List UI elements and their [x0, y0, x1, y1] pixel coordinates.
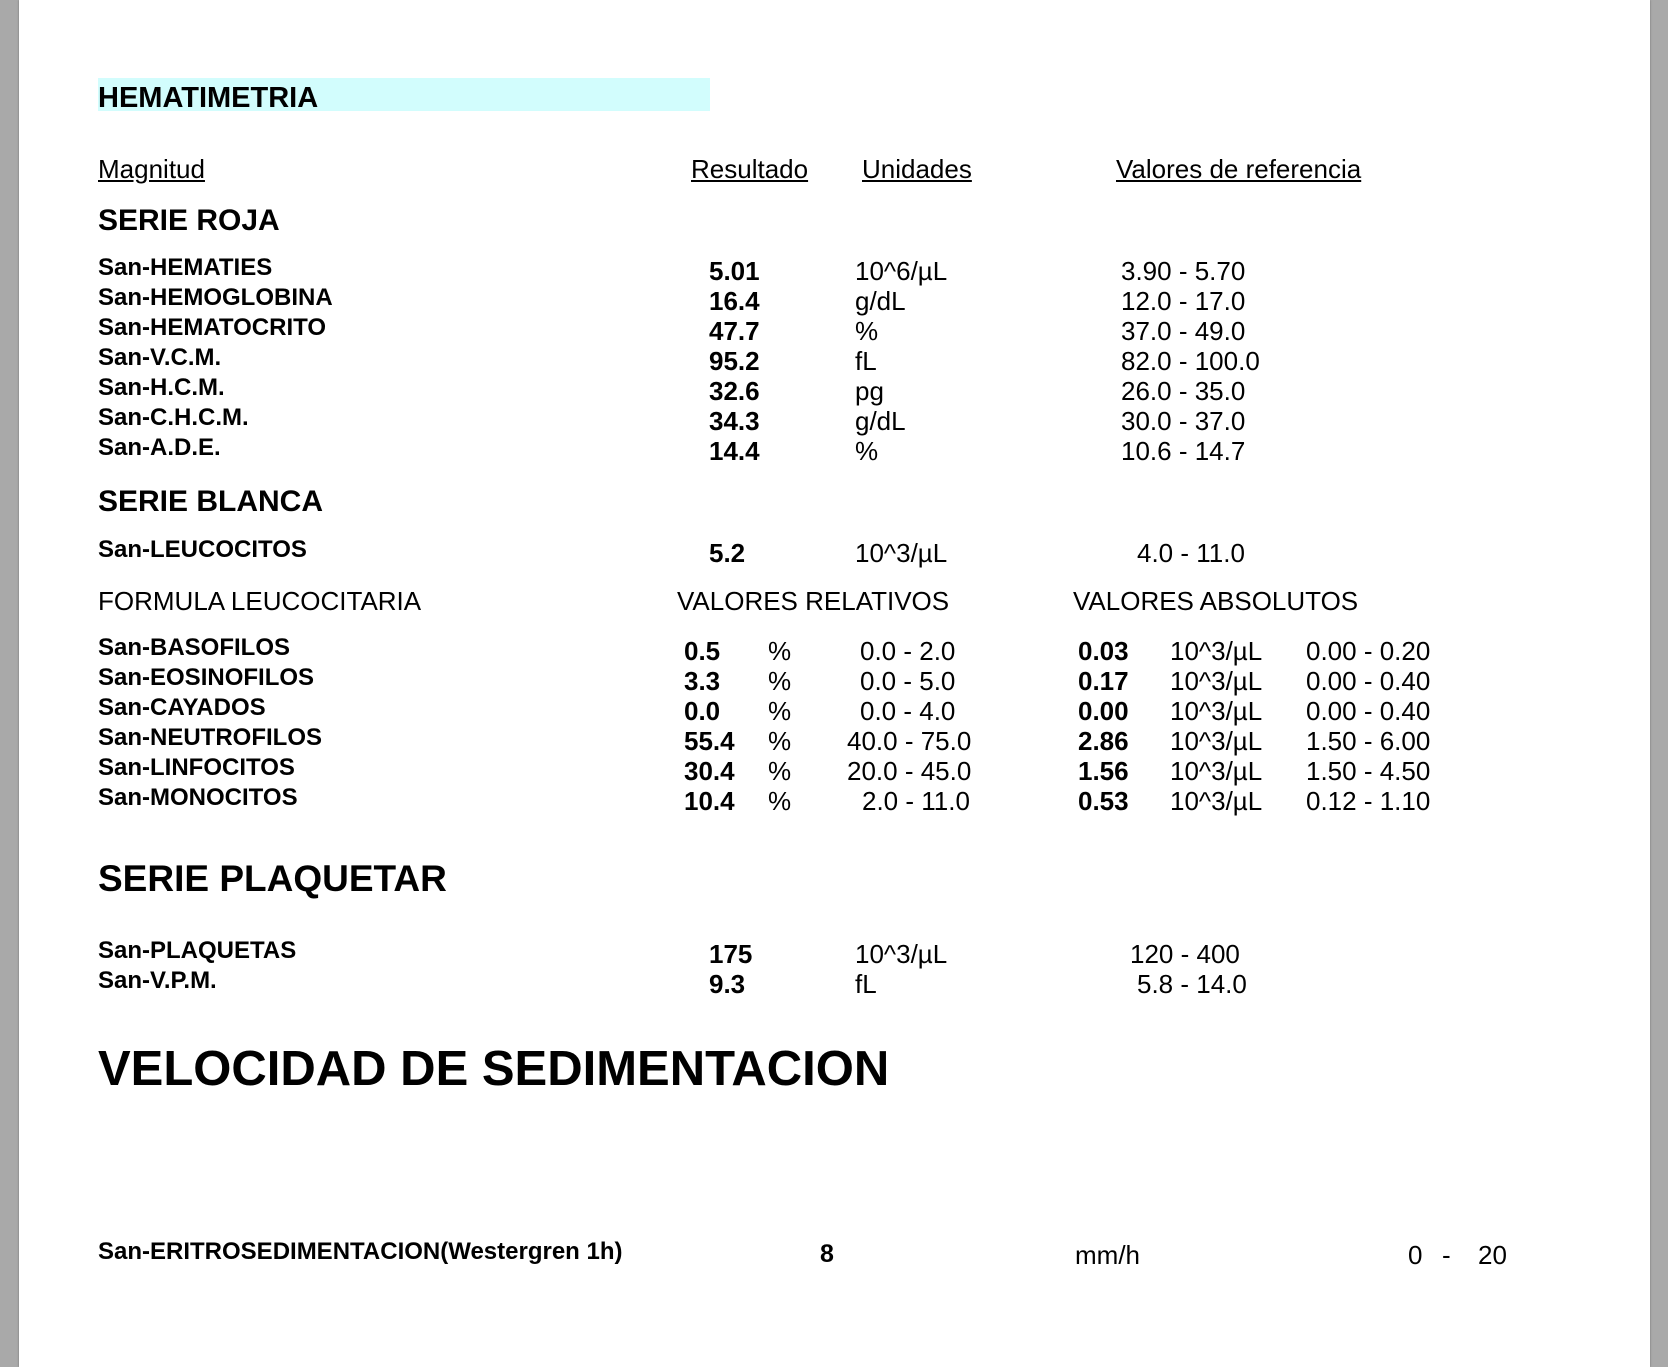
- row-rel-unit: %: [768, 696, 792, 726]
- row-result: 95.2: [709, 346, 760, 376]
- row-unit: %: [855, 316, 879, 346]
- row-label: San-HEMATIES: [98, 254, 273, 281]
- row-abs-value: 0.17: [1078, 666, 1129, 696]
- row-rel-ref: 0.0 - 4.0: [860, 696, 956, 726]
- header-unidades: Unidades: [862, 154, 972, 184]
- row-abs-value: 1.56: [1078, 756, 1129, 786]
- row-result: 9.3: [709, 969, 746, 999]
- row-ref-high: 20: [1478, 1240, 1507, 1270]
- row-label: San-C.H.C.M.: [98, 404, 249, 431]
- serie-plaquetar-title: SERIE PLAQUETAR: [98, 858, 447, 899]
- row-abs-ref: 1.50 - 6.00: [1306, 726, 1431, 756]
- row-rel-value: 55.4: [684, 726, 735, 756]
- row-label: San-EOSINOFILOS: [98, 664, 315, 691]
- row-rel-unit: %: [768, 636, 792, 666]
- row-label: San-V.P.M.: [98, 967, 217, 994]
- row-ref: 120 - 400: [1130, 939, 1240, 969]
- row-unit: fL: [855, 346, 877, 376]
- row-abs-ref: 0.00 - 0.40: [1306, 666, 1431, 696]
- row-unit: %: [855, 436, 879, 466]
- row-label: San-NEUTROFILOS: [98, 724, 323, 751]
- row-rel-value: 3.3: [684, 666, 721, 696]
- section-title: HEMATIMETRIA: [98, 82, 319, 114]
- row-unit: 10^6/µL: [855, 256, 948, 286]
- row-rel-value: 0.5: [684, 636, 721, 666]
- row-rel-unit: %: [768, 666, 792, 696]
- row-ref: 10.6 - 14.7: [1121, 436, 1246, 466]
- row-label: San-CAYADOS: [98, 694, 266, 721]
- serie-roja-title: SERIE ROJA: [98, 204, 280, 237]
- row-ref: 5.8 - 14.0: [1137, 969, 1247, 999]
- row-ref: 26.0 - 35.0: [1121, 376, 1246, 406]
- row-result: 14.4: [709, 436, 760, 466]
- row-label: San-V.C.M.: [98, 344, 222, 371]
- header-resultado: Resultado: [691, 154, 809, 184]
- leucocitos-unit: 10^3/µL: [855, 538, 948, 568]
- row-ref: 82.0 - 100.0: [1121, 346, 1260, 376]
- row-label: San-MONOCITOS: [98, 784, 298, 811]
- row-result: 47.7: [709, 316, 760, 346]
- row-abs-value: 2.86: [1078, 726, 1129, 756]
- row-abs-unit: 10^3/µL: [1170, 786, 1263, 816]
- leucocitos-result: 5.2: [709, 538, 746, 568]
- row-abs-value: 0.53: [1078, 786, 1129, 816]
- row-abs-ref: 0.00 - 0.40: [1306, 696, 1431, 726]
- leucocitos-label: San-LEUCOCITOS: [98, 536, 307, 563]
- row-label: San-ERITROSEDIMENTACION(Westergren 1h): [98, 1238, 623, 1265]
- row-abs-ref: 1.50 - 4.50: [1306, 756, 1431, 786]
- formula-leucocitaria-label: FORMULA LEUCOCITARIA: [98, 586, 422, 616]
- row-abs-unit: 10^3/µL: [1170, 756, 1263, 786]
- row-result: 175: [709, 939, 753, 969]
- row-ref: 3.90 - 5.70: [1121, 256, 1246, 286]
- row-label: San-BASOFILOS: [98, 634, 291, 661]
- row-unit: pg: [855, 376, 884, 406]
- row-abs-value: 0.03: [1078, 636, 1129, 666]
- row-ref: 12.0 - 17.0: [1121, 286, 1246, 316]
- valores-relativos-label: VALORES RELATIVOS: [677, 586, 950, 616]
- row-ref-sep: -: [1442, 1240, 1451, 1270]
- leucocitos-ref: 4.0 - 11.0: [1137, 538, 1245, 568]
- row-rel-value: 10.4: [684, 786, 735, 816]
- velocidad-title: VELOCIDAD DE SEDIMENTACION: [98, 1042, 890, 1096]
- row-rel-ref: 0.0 - 2.0: [860, 636, 956, 666]
- row-unit: 10^3/µL: [855, 939, 948, 969]
- row-label: San-H.C.M.: [98, 374, 225, 401]
- row-rel-unit: %: [768, 756, 792, 786]
- row-abs-unit: 10^3/µL: [1170, 726, 1263, 756]
- row-ref: 37.0 - 49.0: [1121, 316, 1246, 346]
- row-abs-unit: 10^3/µL: [1170, 636, 1263, 666]
- row-rel-unit: %: [768, 726, 792, 756]
- header-valores-referencia: Valores de referencia: [1116, 154, 1362, 184]
- row-unit: fL: [855, 969, 877, 999]
- row-rel-unit: %: [768, 786, 792, 816]
- row-rel-ref: 40.0 - 75.0: [847, 726, 972, 756]
- row-result: 16.4: [709, 286, 760, 316]
- row-unit: g/dL: [855, 406, 906, 436]
- row-label: San-LINFOCITOS: [98, 754, 295, 781]
- row-ref: 30.0 - 37.0: [1121, 406, 1246, 436]
- row-rel-ref: 2.0 - 11.0: [862, 786, 970, 816]
- row-abs-value: 0.00: [1078, 696, 1129, 726]
- row-label: San-A.D.E.: [98, 434, 221, 461]
- row-rel-value: 30.4: [684, 756, 735, 786]
- row-abs-unit: 10^3/µL: [1170, 696, 1263, 726]
- report-page: [19, 0, 1650, 1367]
- valores-absolutos-label: VALORES ABSOLUTOS: [1073, 586, 1359, 616]
- row-result: 8: [820, 1240, 834, 1268]
- row-result: 32.6: [709, 376, 760, 406]
- row-rel-ref: 0.0 - 5.0: [860, 666, 956, 696]
- row-unit: g/dL: [855, 286, 906, 316]
- header-magnitud: Magnitud: [98, 154, 205, 184]
- row-abs-ref: 0.12 - 1.10: [1306, 786, 1431, 816]
- row-result: 5.01: [709, 256, 760, 286]
- row-abs-unit: 10^3/µL: [1170, 666, 1263, 696]
- serie-blanca-title: SERIE BLANCA: [98, 485, 324, 518]
- row-unit: mm/h: [1075, 1240, 1140, 1270]
- row-result: 34.3: [709, 406, 760, 436]
- row-label: San-HEMOGLOBINA: [98, 284, 333, 311]
- row-ref-low: 0: [1408, 1240, 1423, 1270]
- row-label: San-HEMATOCRITO: [98, 314, 327, 341]
- row-abs-ref: 0.00 - 0.20: [1306, 636, 1431, 666]
- row-rel-value: 0.0: [684, 696, 721, 726]
- row-label: San-PLAQUETAS: [98, 937, 297, 964]
- row-rel-ref: 20.0 - 45.0: [847, 756, 972, 786]
